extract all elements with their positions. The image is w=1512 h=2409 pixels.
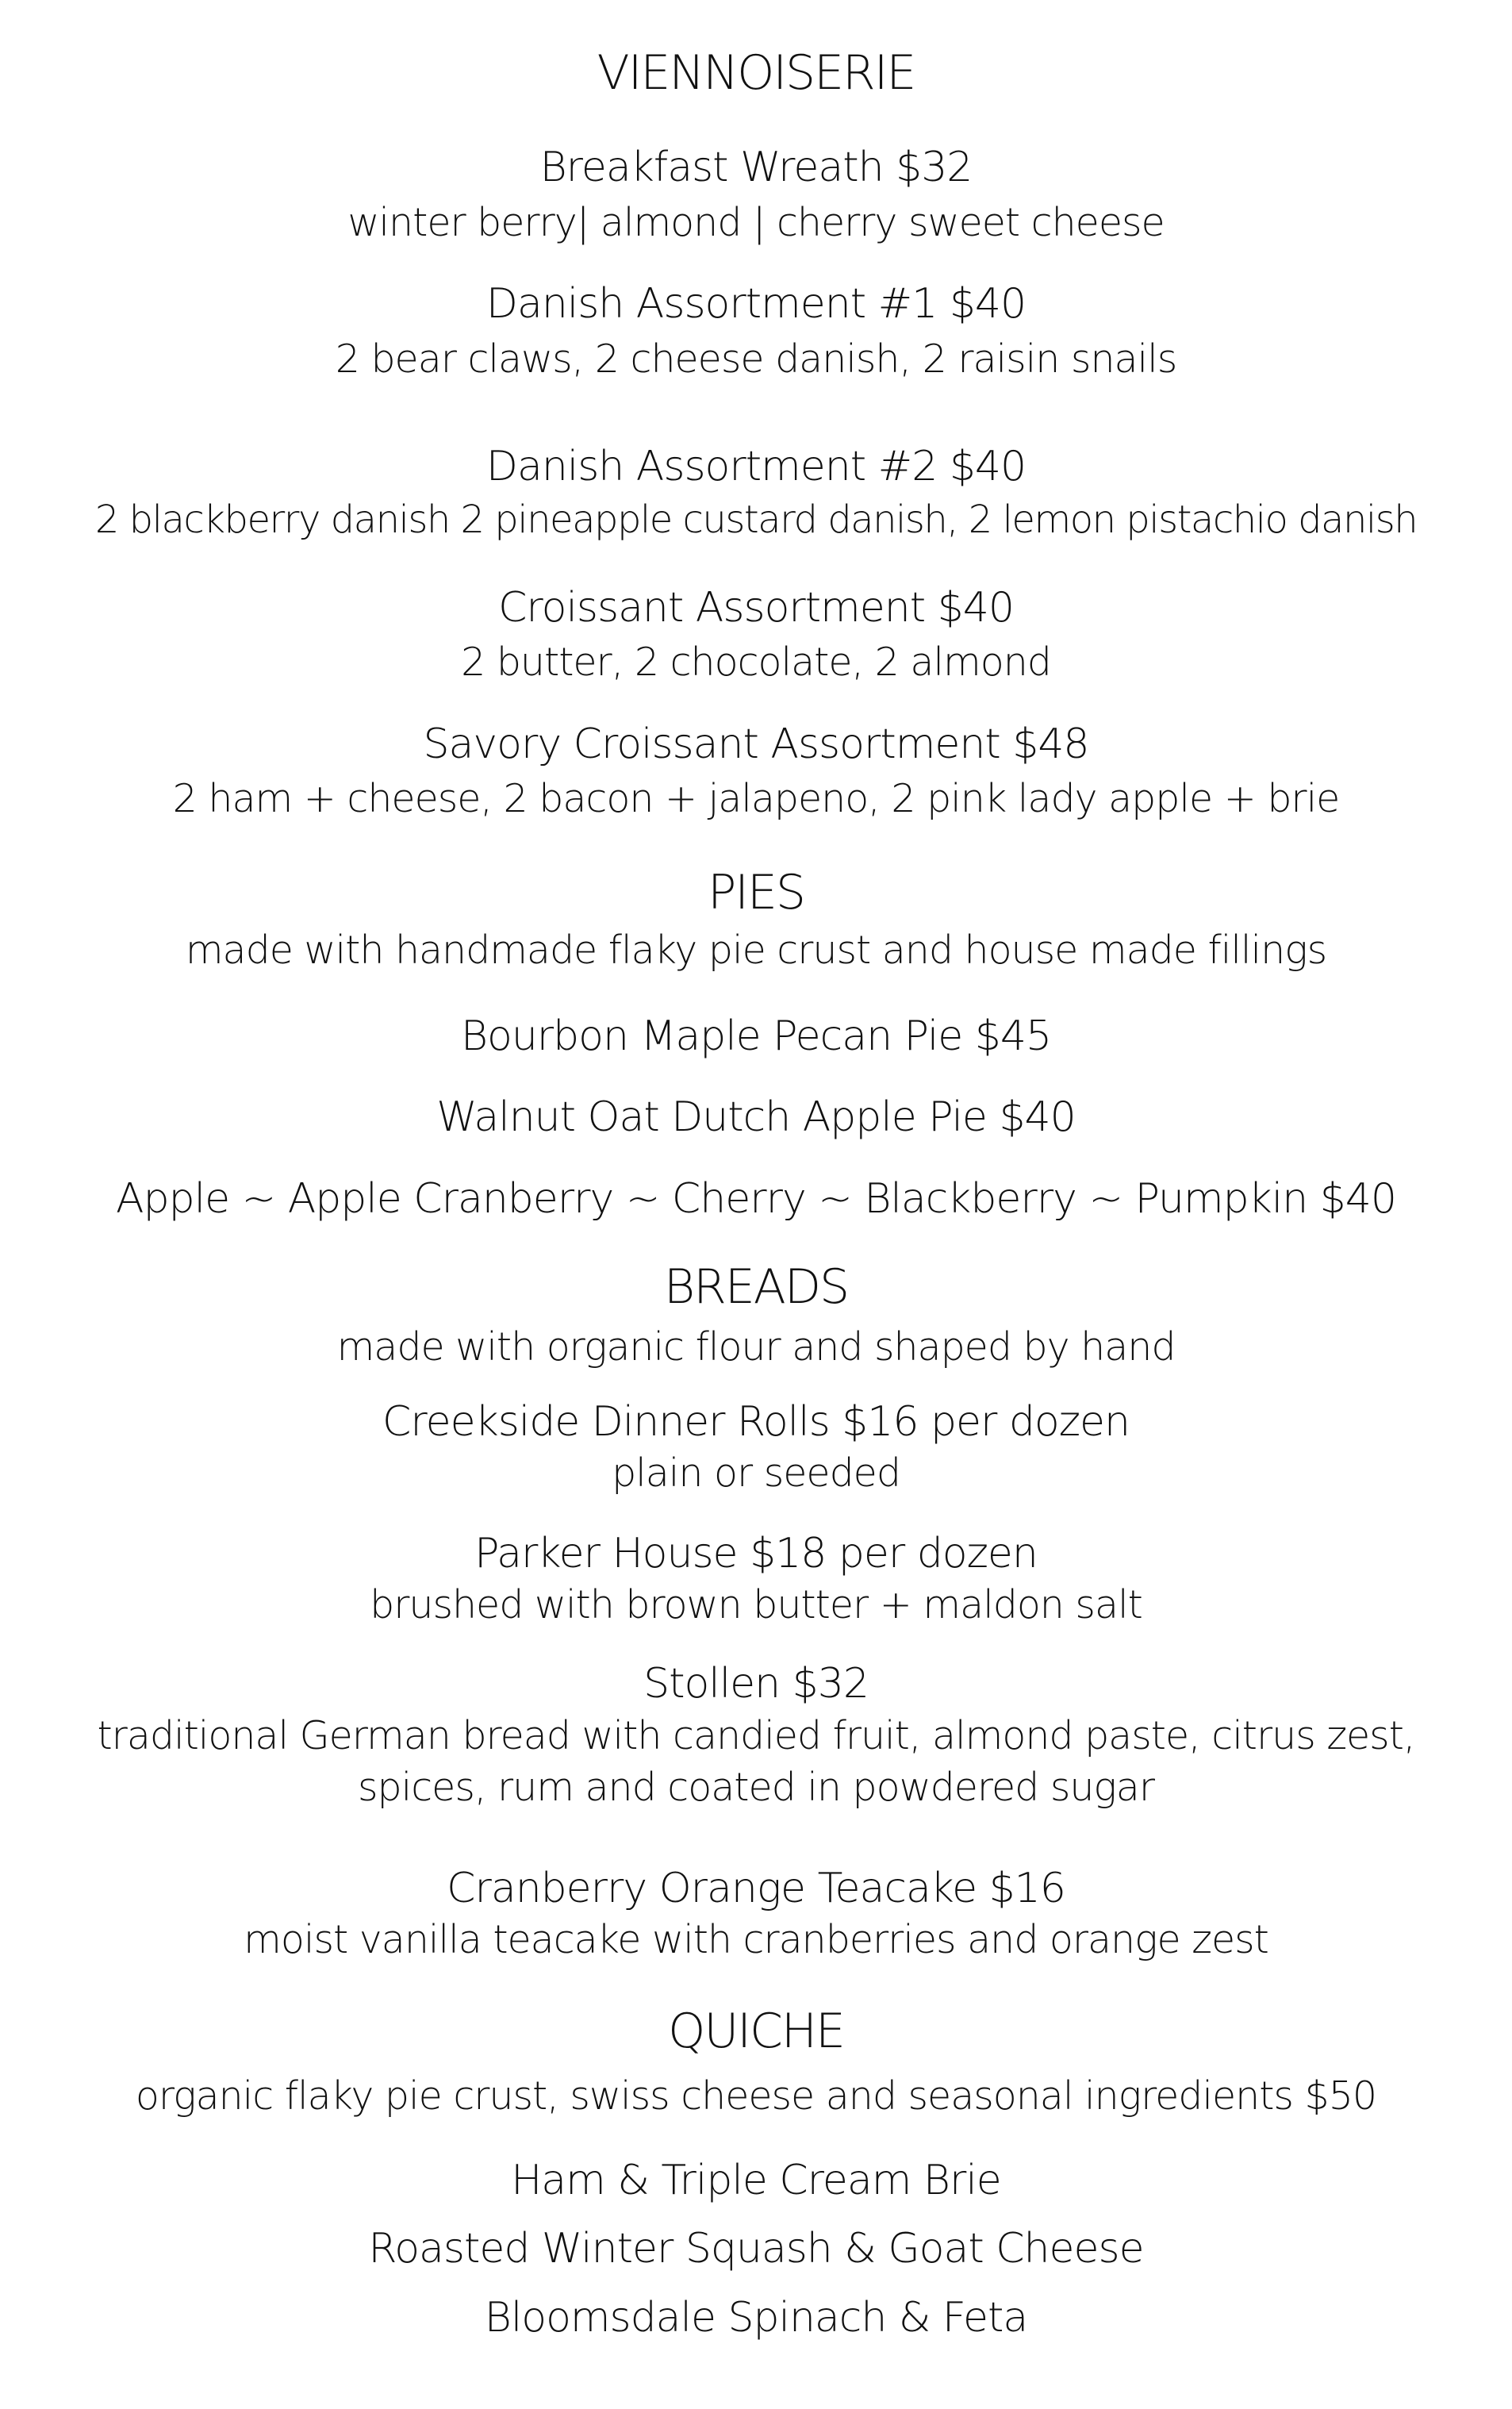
menu-item-name: Stollen $32 <box>643 1660 869 1708</box>
menu-item-name: Savory Croissant Assortment $48 <box>423 720 1089 768</box>
menu-item-name: Breakfast Wreath $32 <box>539 144 973 191</box>
menu-item-name: Creekside Dinner Rolls $16 per dozen <box>382 1398 1130 1446</box>
section-heading-pies: PIES <box>708 865 804 920</box>
menu-item-description: brushed with brown butter + maldon salt <box>370 1582 1142 1627</box>
menu-item-name: Apple ~ Apple Cranberry ~ Cherry ~ Blackberry ~ Pumpkin $40 <box>116 1175 1396 1223</box>
menu-item-name: Ham & Triple Cream Brie <box>511 2157 1001 2204</box>
menu-item-description: traditional German bread with candied fruit, almond paste, citrus zest, <box>97 1713 1415 1758</box>
menu-item-name: Bourbon Maple Pecan Pie $45 <box>460 1012 1052 1060</box>
menu-item-description: 2 ham + cheese, 2 bacon + jalapeno, 2 pink lady apple + brie <box>172 776 1340 821</box>
menu-item-name: Cranberry Orange Teacake $16 <box>447 1865 1065 1912</box>
menu-item-name: Bloomsdale Spinach & Feta <box>484 2294 1028 2342</box>
menu-item-name: Danish Assortment #1 $40 <box>485 280 1027 328</box>
menu-item-description: spices, rum and coated in powdered sugar <box>358 1765 1154 1810</box>
menu-item-description: 2 butter, 2 chocolate, 2 almond <box>461 640 1051 685</box>
menu-item-name: Roasted Winter Squash & Goat Cheese <box>368 2225 1144 2273</box>
menu-item-name: Croissant Assortment $40 <box>498 584 1014 632</box>
menu-item-description: plain or seeded <box>612 1450 900 1496</box>
section-subtitle: made with organic flour and shaped by hand <box>336 1324 1176 1370</box>
section-subtitle: organic flaky pie crust, swiss cheese and seasonal ingredients $50 <box>135 2073 1377 2119</box>
section-heading-breads: BREADS <box>663 1259 849 1315</box>
section-heading-viennoiserie: VIENNOISERIE <box>597 45 915 101</box>
menu-item-description: 2 bear claws, 2 cheese danish, 2 raisin snails <box>335 336 1177 382</box>
menu-item-description: 2 blackberry danish 2 pineapple custard danish, 2 lemon pistachio danish <box>94 498 1418 542</box>
section-subtitle: made with handmade flaky pie crust and house made fillings <box>185 928 1327 973</box>
menu-item-name: Parker House $18 per dozen <box>474 1530 1038 1577</box>
menu-item-name: Walnut Oat Dutch Apple Pie $40 <box>436 1093 1076 1141</box>
menu-item-description: moist vanilla teacake with cranberries and orange zest <box>244 1917 1268 1962</box>
section-heading-quiche: QUICHE <box>668 2004 844 2059</box>
menu-item-name: Danish Assortment #2 $40 <box>485 443 1027 490</box>
menu-item-description: winter berry| almond | cherry sweet cheese <box>347 200 1165 245</box>
